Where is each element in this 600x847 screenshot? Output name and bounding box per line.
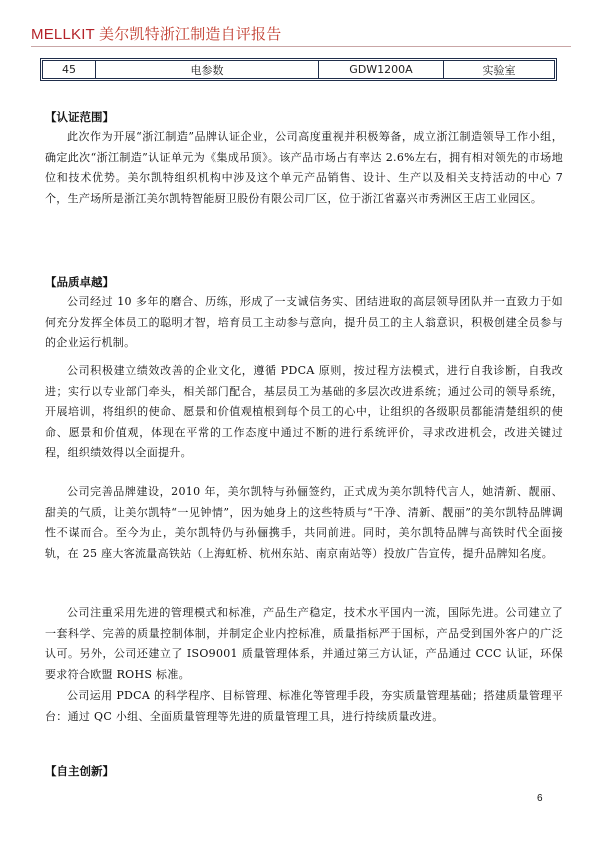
page-header	[31, 20, 571, 48]
table-cell-item: 电参数	[96, 61, 319, 78]
paragraph-quality-2: 公司积极建立绩效改善的企业文化，遵循 PDCA 原则，按过程方法模式，进行自我诊断，自我改进；实行以专业部门牵头，相关部门配合，基层员工为基础的多层次改进系统；通过公司的领导系统，开展培训，将组织的使命、愿景和价值观植根到每个员工的心中，让组织的各级职员都能清楚组织的使命、愿景和价值观，体现在平常的工作态度中通过不断的进行系统评价，寻求改进机会，改进关键过程，组织绩效得以全面提升。	[45, 364, 563, 459]
table-row	[43, 61, 554, 78]
section-heading-innovation: 【自主创新】	[45, 764, 114, 778]
table-cell-location: 实验室	[482, 63, 516, 77]
header-divider	[31, 46, 571, 47]
table-cell-model: GDW1200A	[319, 61, 444, 78]
paragraph-quality-3: 公司完善品牌建设，2010 年，美尔凯特与孙俪签约，正式成为美尔凯特代言人，她清新、靓丽、甜美的气质，让美尔凯特“一见钟情”，因为她身上的这些特质与“干净、清新、靓丽”的美尔凯特品牌调性不谋而合。至今为止，美尔凯特仍与孙俪携手，共同前进。同时，美尔凯特品牌与高铁时代全面接轨，在 25 座大客流量高铁站（上海虹桥、杭州东站、南京南站等）投放广告宣传，提升品牌知名度。	[45, 485, 563, 560]
paragraph-quality-1: 公司经过 10 多年的磨合、历练，形成了一支诚信务实、团结进取的高层领导团队并一直致力于如何充分发挥全体员工的聪明才智，培育员工主动参与意向，提升员工的主人翁意识，积极创建全员参与的企业运行机制。	[45, 295, 563, 349]
table-cell-index: 45	[43, 61, 96, 78]
brand-logo-text: MELLKIT	[31, 26, 95, 43]
paragraph-quality-4: 公司注重采用先进的管理模式和标准，产品生产稳定，技术水平国内一流，国际先进。公司建立了一套科学、完善的质量控制体制，并制定企业内控标准，质量指标严于国标，产品受到国外客户的广泛认可。另外，公司还建立了 ISO9001 质量管理体系，并通过第三方认证，产品通过 CCC 认证，环保要求符合欧盟 ROHS 标准。	[45, 606, 563, 681]
header-brand	[31, 23, 281, 44]
parameter-table	[40, 58, 557, 81]
paragraph-quality-5: 公司运用 PDCA 的科学程序、目标管理、标准化等管理手段，夯实质量管理基础；搭建质量管理平台：通过 QC 小组、全面质量管理等先进的质量管理工具，进行持续质量改进。	[45, 689, 563, 723]
page-number: 6	[537, 793, 543, 804]
section-heading-quality: 【品质卓越】	[45, 275, 114, 289]
section-heading-scope: 【认证范围】	[45, 110, 114, 124]
report-title: 美尔凯特浙江制造自评报告	[99, 26, 282, 43]
paragraph-scope: 此次作为开展“浙江制造”品牌认证企业，公司高度重视并积极筹备，成立浙江制造领导工作小组，确定此次“浙江制造”认证单元为《集成吊顶》。该产品市场占有率达 2.6%左右，拥有相对领先的市场地位和技术优势。美尔凯特组织机构中涉及这个单元产品销售、设计、生产以及相关支持活动的中心 7 个，生产场所是浙江美尔凯特智能厨卫股份有限公司厂区，位于浙江省嘉兴市秀洲区王店工业园区。	[45, 130, 563, 205]
